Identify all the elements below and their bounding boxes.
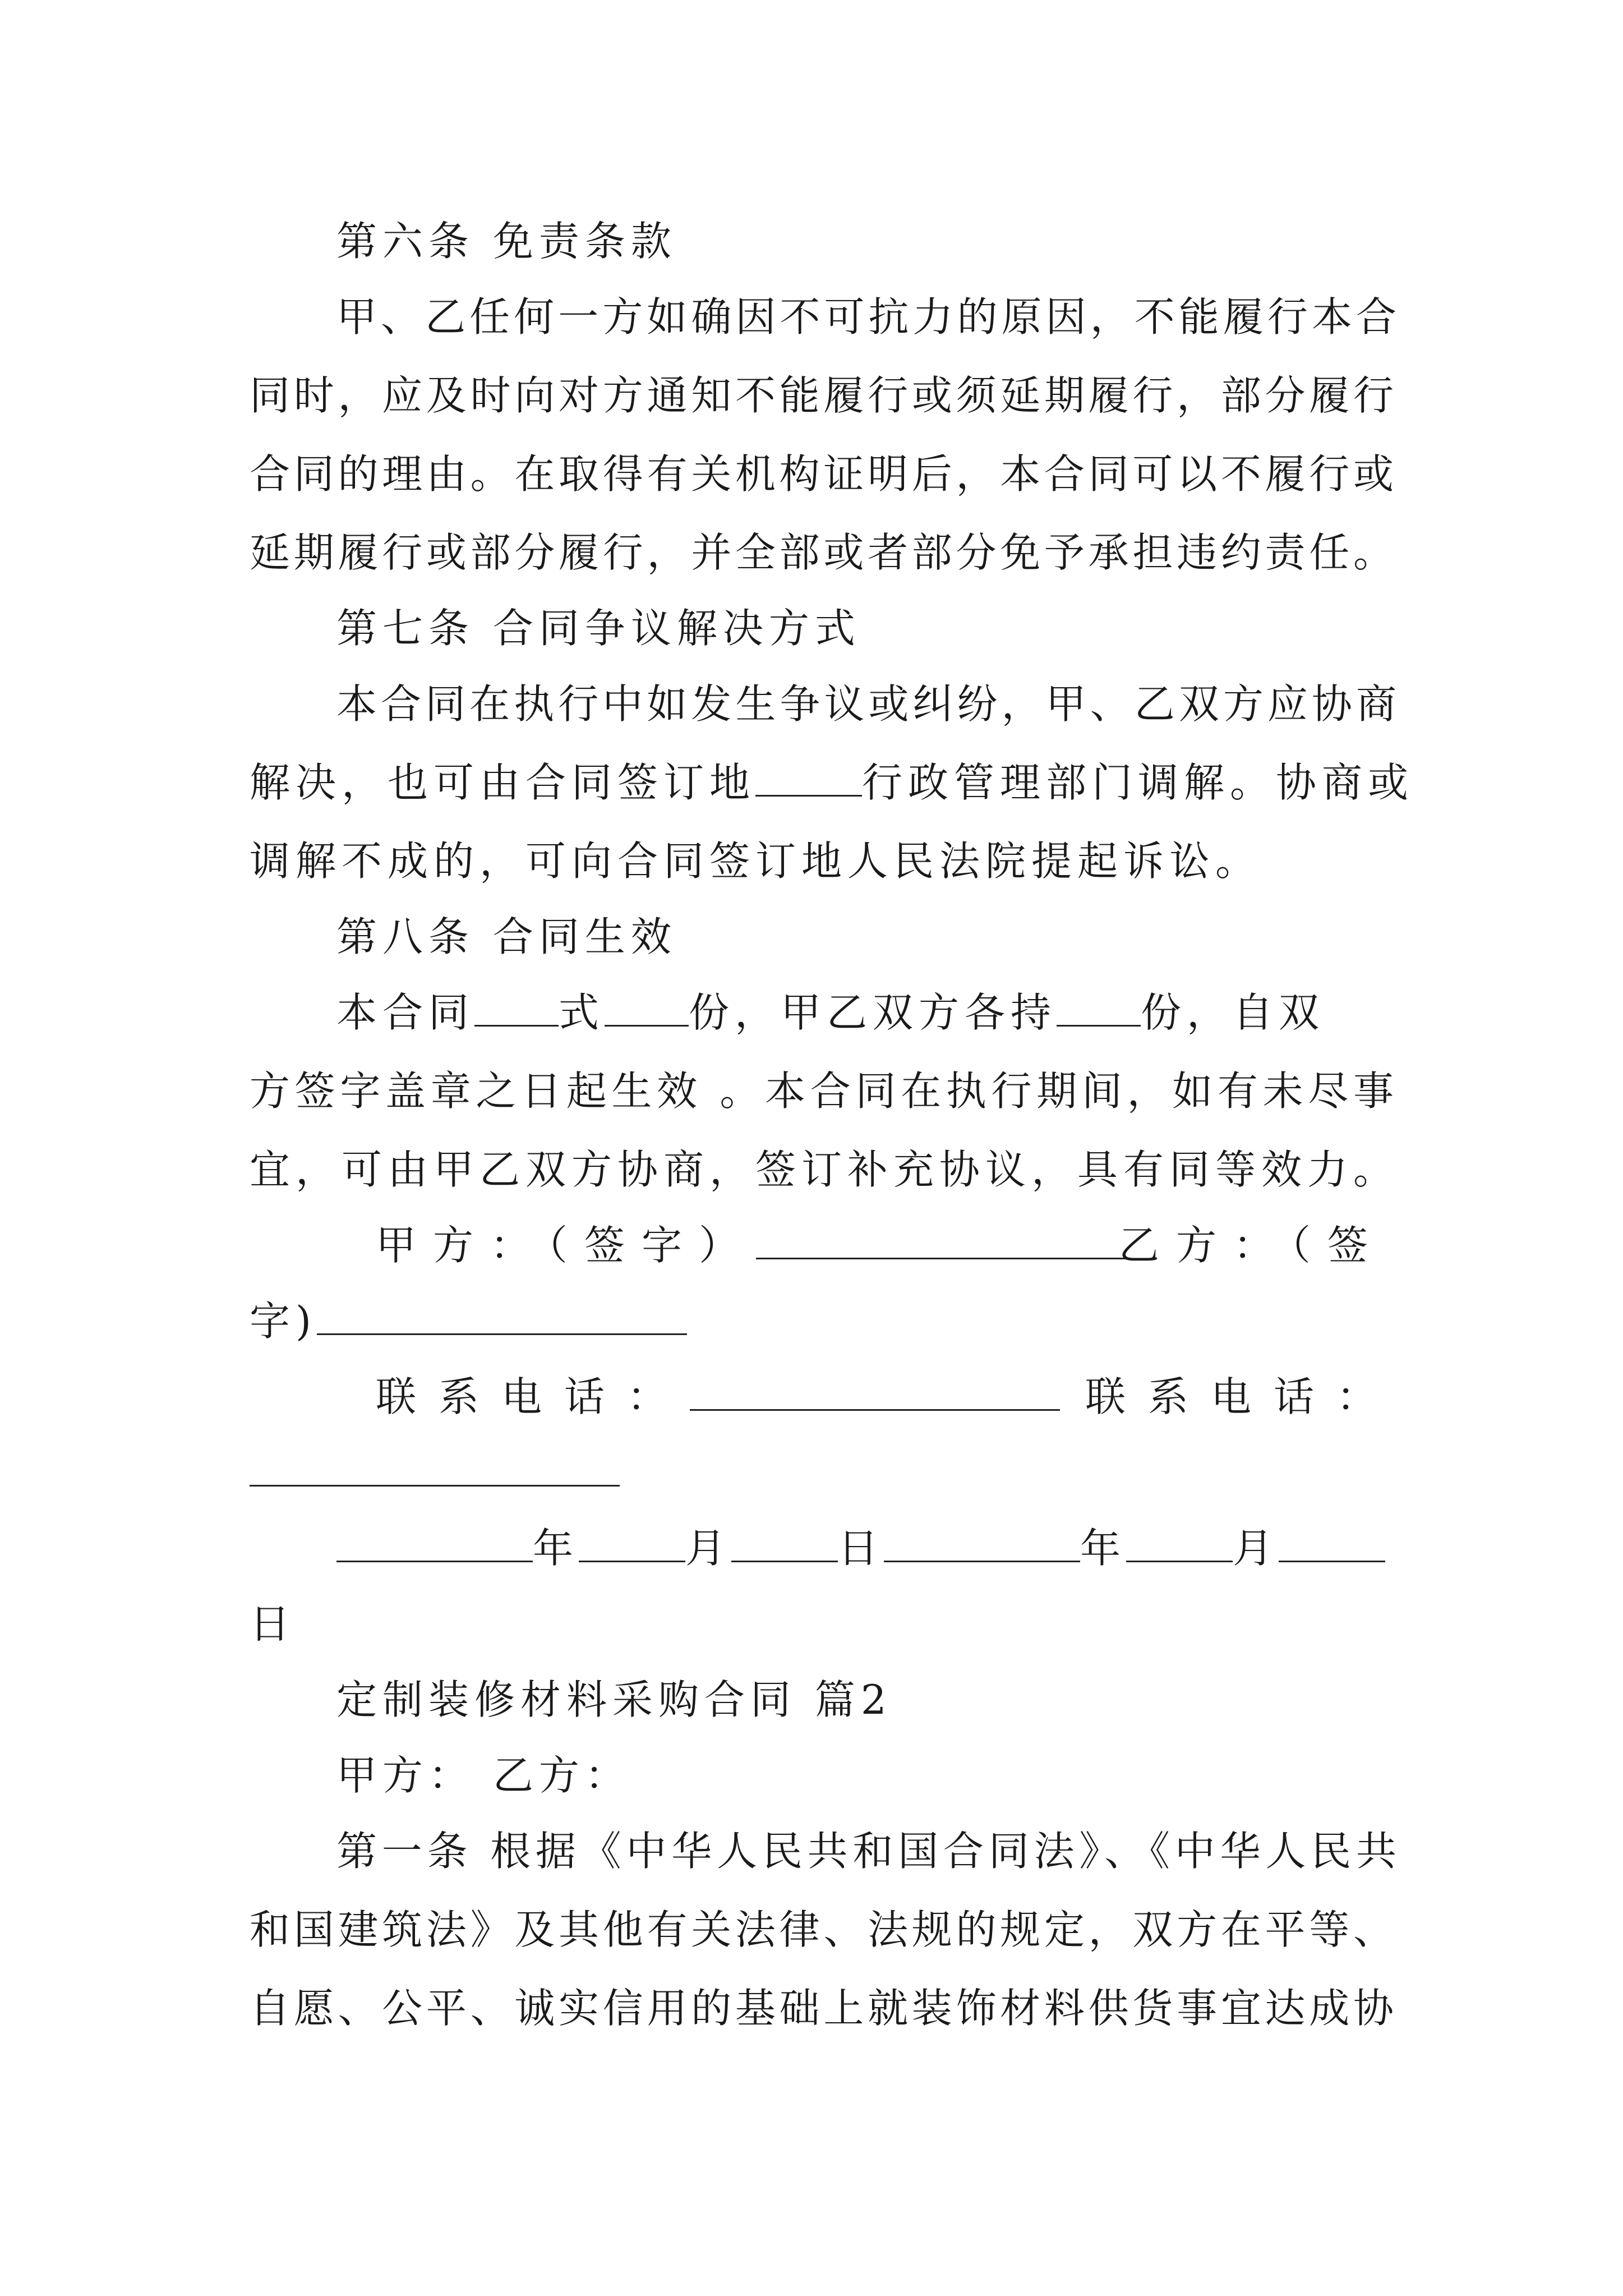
party-b-year-label: 年 bbox=[1080, 1525, 1127, 1572]
article-6-line-2: 同时，应及时向对方通知不能履行或须延期履行，部分履行 bbox=[250, 372, 1394, 419]
party-b-month-blank bbox=[1126, 1521, 1233, 1562]
party-b-month-label: 月 bbox=[1233, 1525, 1279, 1572]
party-a-day-blank bbox=[731, 1521, 838, 1562]
article-8-line-3: 宜，可由甲乙双方协商，签订补充协议，具有同等效力。 bbox=[250, 1146, 1400, 1193]
mediation-text-after: 行政管理部门调解。协商或 bbox=[862, 759, 1414, 806]
article-6-line-4: 延期履行或部分履行，并全部或者部分免予承担违约责任。 bbox=[250, 529, 1394, 576]
contract-2-title: 定制装修材料采购合同 篇2 bbox=[336, 1676, 892, 1723]
party-a-year-blank bbox=[336, 1521, 533, 1562]
article-6-line-1: 甲、乙任何一方如确因不可抗力的原因，不能履行本合 bbox=[336, 293, 1396, 341]
copies-each-blank bbox=[1057, 986, 1141, 1027]
party-b-signature-label: 乙方：（签 bbox=[1119, 1222, 1385, 1269]
party-b-phone-blank bbox=[250, 1446, 620, 1487]
party-b-signature-label-end: 字) bbox=[250, 1297, 317, 1345]
copies-text-1: 本合同 bbox=[336, 989, 475, 1036]
article-6-heading: 第六条 免责条款 bbox=[336, 218, 677, 265]
article-7-line-1: 本合同在执行中如发生争议或纠纷，甲、乙双方应协商 bbox=[336, 680, 1396, 728]
article-7-heading: 第七条 合同争议解决方式 bbox=[336, 605, 861, 652]
copies-total-blank bbox=[474, 986, 559, 1027]
article-7-line-3: 调解不成的，可向合同签订地人民法院提起诉讼。 bbox=[250, 838, 1262, 885]
contract-2-article-1-line-3: 自愿、公平、诚实信用的基础上就装饰材料供货事宜达成协 bbox=[250, 1985, 1394, 2032]
article-8-line-1 bbox=[336, 984, 1396, 1041]
party-a-day-label: 日 bbox=[838, 1525, 884, 1572]
date-line bbox=[336, 1520, 1481, 1576]
copies-text-2: 式 bbox=[559, 989, 605, 1036]
party-a-year-label: 年 bbox=[533, 1525, 579, 1572]
party-b-signature-blank bbox=[317, 1294, 687, 1335]
party-b-day-blank bbox=[1279, 1521, 1385, 1562]
contract-2-article-1-line-2: 和国建筑法》及其他有关法律、法规的规定，双方在平等、 bbox=[250, 1906, 1394, 1953]
article-8-heading: 第八条 合同生效 bbox=[336, 913, 677, 960]
party-a-phone-label: 联系电话： bbox=[376, 1373, 690, 1420]
copies-text-4: 份，自双 bbox=[1141, 989, 1325, 1036]
contract-2-parties: 甲方： 乙方： bbox=[336, 1752, 631, 1799]
date-line-end: 日 bbox=[250, 1600, 296, 1648]
party-a-month-blank bbox=[579, 1521, 685, 1562]
party-b-signature bbox=[250, 1293, 1394, 1349]
party-a-signature-blank bbox=[756, 1218, 1126, 1259]
copies-text-3: 份，甲乙双方各持 bbox=[689, 989, 1057, 1036]
article-8-line-2: 方签字盖章之日起生效 。本合同在执行期间，如有未尽事 bbox=[250, 1068, 1394, 1115]
party-b-phone-label: 联系电话： bbox=[1085, 1373, 1400, 1420]
party-a-phone-blank bbox=[690, 1370, 1060, 1411]
party-b-year-blank bbox=[884, 1521, 1080, 1562]
article-7-line-2 bbox=[250, 754, 1414, 811]
copies-count-blank bbox=[605, 986, 689, 1027]
article-6-line-3: 合同的理由。在取得有关机构证明后，本合同可以不履行或 bbox=[250, 450, 1394, 498]
party-a-month-label: 月 bbox=[685, 1525, 732, 1572]
party-b-phone bbox=[250, 1444, 1394, 1501]
mediation-text-before: 解决，也可由合同签订地 bbox=[250, 759, 756, 806]
contract-2-article-1-line-1: 第一条 根据《中华人民共和国合同法》、《中华人民共 bbox=[336, 1828, 1396, 1875]
party-a-signature-label: 甲方：（签字） bbox=[376, 1222, 757, 1269]
mediation-place-blank bbox=[755, 756, 862, 797]
